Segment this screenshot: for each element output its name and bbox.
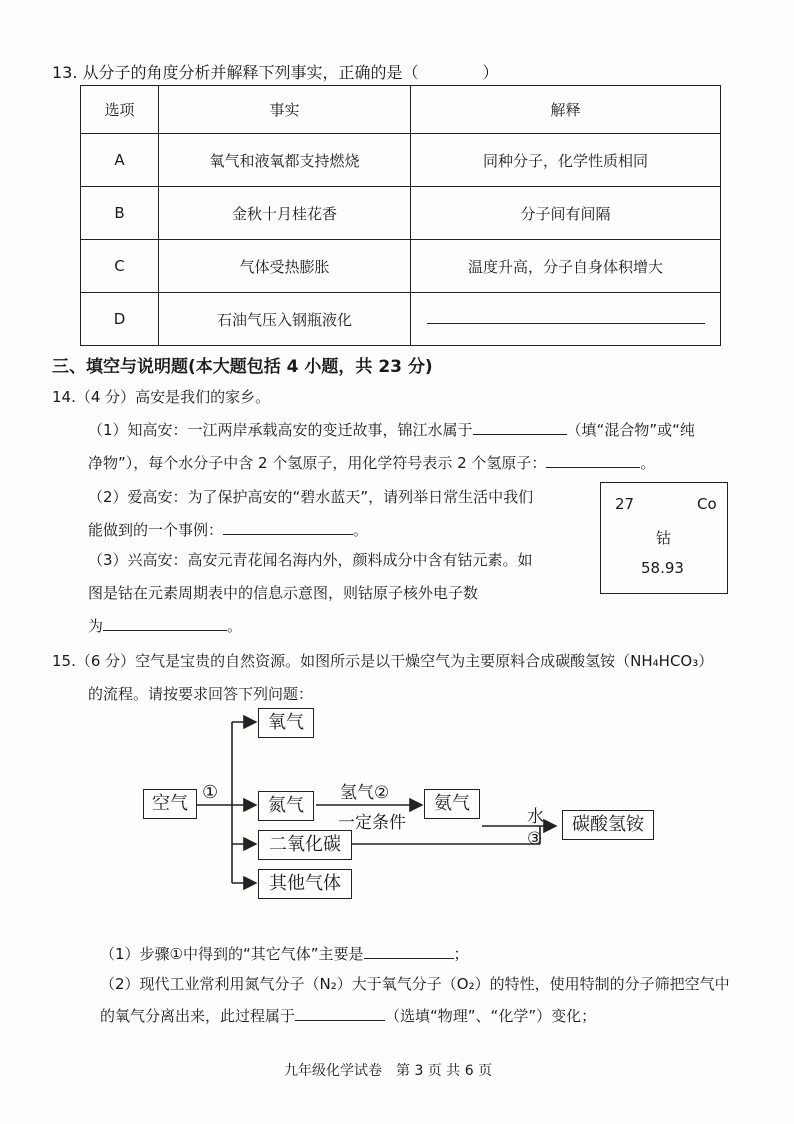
other-gas-box: 其他气体 bbox=[258, 869, 352, 899]
element-name: 钴 bbox=[656, 529, 672, 547]
q15-part1-end: ； bbox=[453, 945, 469, 963]
q14-part2-period: 。 bbox=[353, 521, 369, 539]
q14-stem: 14.（4 分）高安是我们的家乡。 bbox=[52, 388, 271, 406]
atomic-number: 27 bbox=[615, 495, 635, 513]
section-title: 三、填空与说明题(本大题包括 4 小题，共 23 分) bbox=[52, 357, 433, 377]
nitrogen-box: 氮气 bbox=[258, 791, 314, 821]
header-option: 选项 bbox=[81, 86, 159, 134]
q15-part1 bbox=[100, 943, 469, 964]
element-symbol: Co bbox=[697, 495, 717, 513]
q14-part3-period: 。 bbox=[227, 617, 243, 635]
air-box: 空气 bbox=[143, 789, 197, 819]
q14-part1-text: （1）知高安：一江两岸承载高安的变迁故事，锦江水属于 bbox=[88, 421, 473, 439]
row-option: C bbox=[81, 240, 159, 293]
row-explanation: 同种分子，化学性质相同 bbox=[411, 134, 721, 187]
header-explanation: 解释 bbox=[411, 86, 721, 134]
q14-part2-line1: （2）爱高安：为了保护高安的“碧水蓝天”，请列举日常生活中我们 bbox=[88, 488, 534, 506]
product-box: 碳酸氢铵 bbox=[562, 810, 654, 840]
atomic-mass: 58.93 bbox=[641, 559, 684, 577]
page-footer: 九年级化学试卷 第 3 页 共 6 页 bbox=[284, 1063, 493, 1079]
row-option: B bbox=[81, 187, 159, 240]
answer-blank[interactable] bbox=[364, 957, 454, 959]
q15-part2-line1: （2）现代工业常利用氮气分子（N₂）大于氧气分子（O₂）的特性，使用特制的分子筛把空气中 bbox=[100, 975, 730, 993]
q14-part1-period: 。 bbox=[640, 454, 656, 472]
q14-part3-text: 为 bbox=[88, 617, 104, 635]
row-option: A bbox=[81, 134, 159, 187]
water-label: 水 bbox=[527, 807, 544, 827]
row-fact: 金秋十月桂花香 bbox=[159, 187, 411, 240]
header-fact: 事实 bbox=[159, 86, 411, 134]
q15-part2-end: （选填“物理”、“化学”）变化； bbox=[385, 1007, 597, 1025]
oxygen-box: 氧气 bbox=[258, 708, 314, 738]
step1-label: ① bbox=[202, 782, 219, 803]
hydrogen-step2-label: 氢气② bbox=[340, 783, 390, 803]
q14-part2-text: 能做到的一个事例： bbox=[88, 521, 224, 539]
row-fact: 气体受热膨胀 bbox=[159, 240, 411, 293]
q13-stem: 13. 从分子的角度分析并解释下列事实，正确的是（ ） bbox=[52, 63, 499, 82]
q15-stem-line1: 15.（6 分）空气是宝贵的自然资源。如图所示是以干燥空气为主要原料合成碳酸氢铵（NH₄HCO₃） bbox=[52, 652, 714, 670]
row-explanation: 分子间有间隔 bbox=[411, 187, 721, 240]
q15-part1-text: （1）步骤①中得到的“其它气体”主要是 bbox=[100, 945, 364, 963]
step3-label: ③ bbox=[527, 829, 543, 849]
q14-part3-line1: （3）兴高安：高安元青花闻名海内外，颜料成分中含有钴元素。如 bbox=[88, 551, 533, 569]
q15-part2-text: 的氧气分离出来，此过程属于 bbox=[100, 1007, 296, 1025]
row-fact: 氧气和液氧都支持燃烧 bbox=[159, 134, 411, 187]
q15-stem-line2: 的流程。请按要求回答下列问题： bbox=[88, 685, 314, 703]
q14-part3-line2: 图是钴在元素周期表中的信息示意图，则钴原子核外电子数 bbox=[88, 584, 479, 602]
co2-box: 二氧化碳 bbox=[258, 830, 352, 860]
row-fact: 石油气压入钢瓶液化 bbox=[159, 293, 411, 346]
condition-label: 一定条件 bbox=[338, 813, 406, 833]
q14-part1-text-end: （填“混合物”或“纯 bbox=[566, 421, 695, 439]
q14-part1-text2: 净物”），每个水分子中含 2 个氢原子，用化学符号表示 2 个氢原子： bbox=[88, 454, 547, 472]
q15-part2-line2 bbox=[100, 1005, 596, 1026]
row-explanation: 温度升高，分子自身体积增大 bbox=[411, 240, 721, 293]
ammonia-box: 氨气 bbox=[424, 789, 480, 819]
row-option: D bbox=[81, 293, 159, 346]
answer-blank[interactable] bbox=[295, 1019, 385, 1021]
